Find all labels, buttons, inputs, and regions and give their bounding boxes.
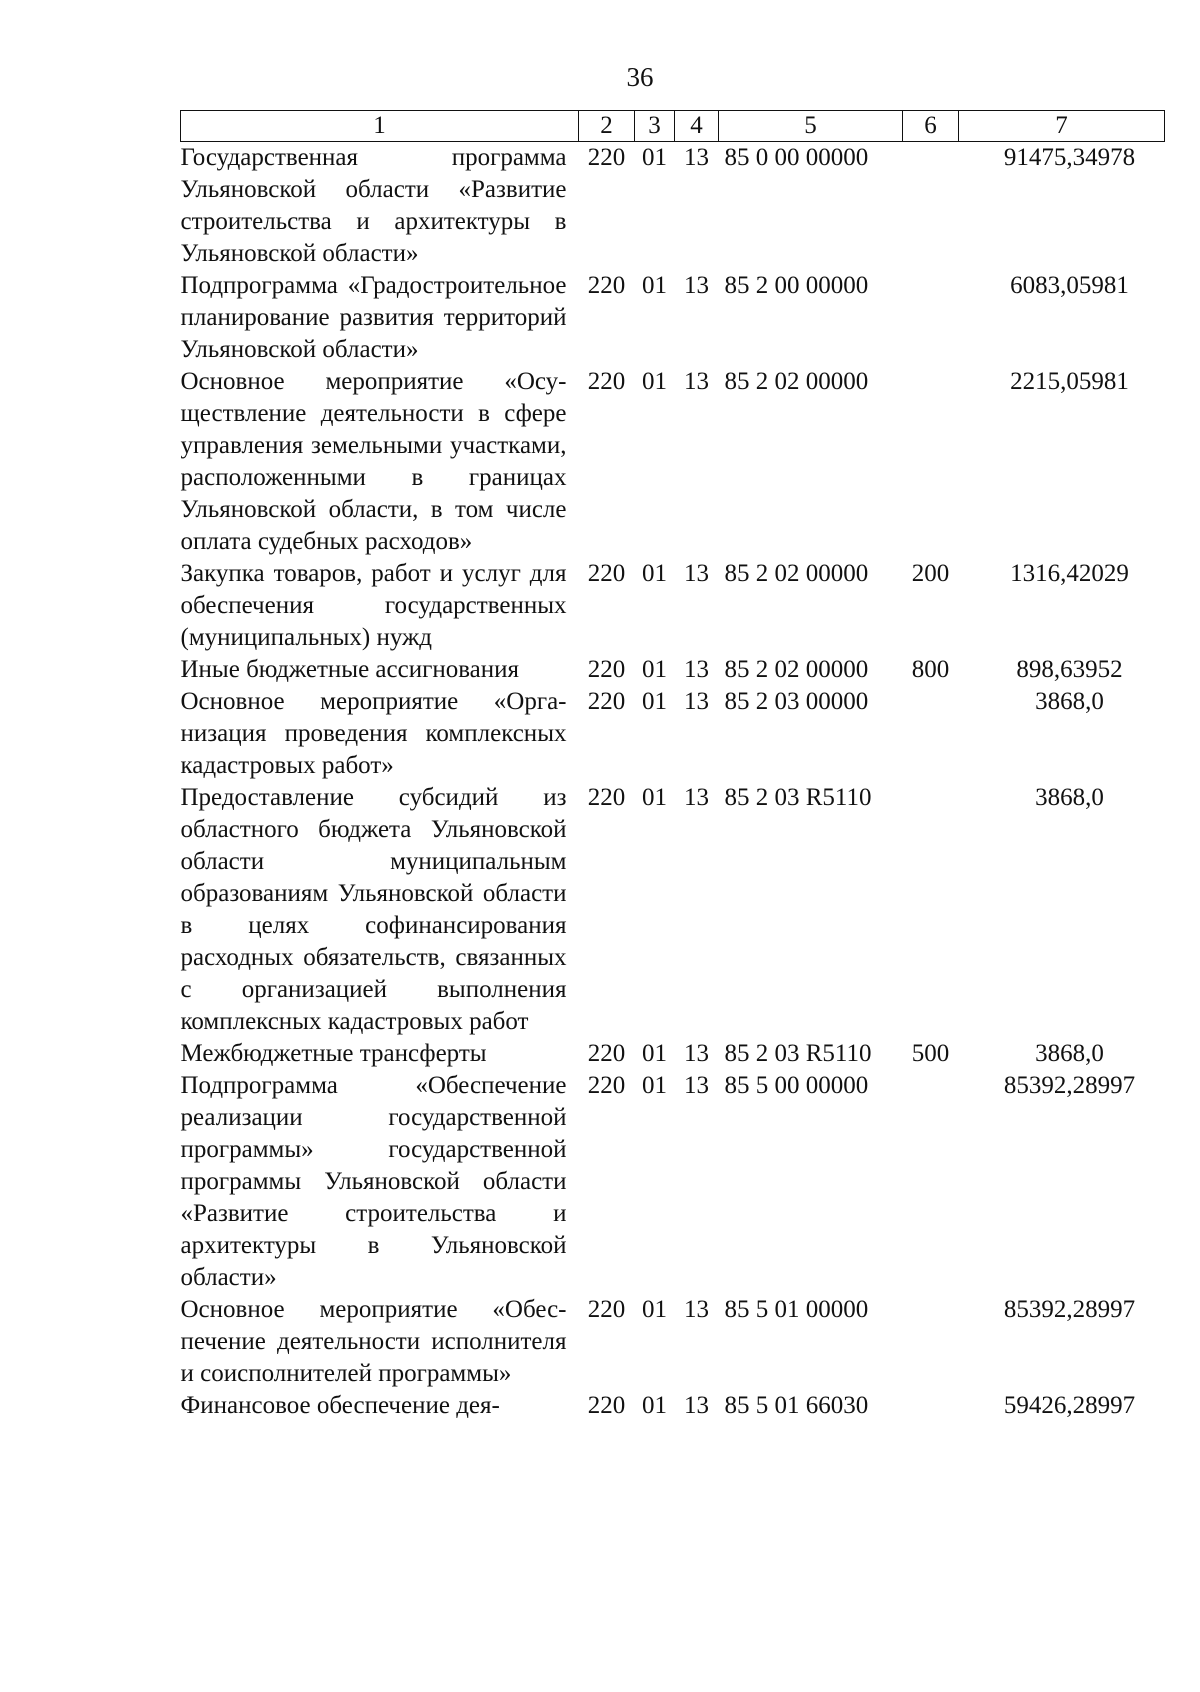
header-col-6: 6	[903, 111, 959, 142]
row-amount: 91475,34978	[1003, 144, 1136, 171]
table-row	[181, 1294, 1165, 1390]
row-pr-code: 13	[684, 144, 709, 171]
table-row	[181, 654, 1165, 686]
row-cs-code: 85 2 03 00000	[724, 688, 869, 715]
row-cs-code: 85 2 03 R5110	[724, 784, 872, 811]
row-vr-code	[903, 366, 959, 558]
row-amount: 85392,28997	[1003, 1072, 1136, 1099]
table-row	[181, 782, 1165, 1038]
row-cs-code: 85 2 02 00000	[724, 368, 869, 395]
table-row	[181, 686, 1165, 782]
row-rz-code: 01	[642, 784, 667, 811]
row-name: Основное мероприятие «Осуществление деятельности в сфере управления земельными участками, расположенными в границах Ульяновской области, в том числе оплата судебных расходов»	[180, 368, 567, 555]
row-gr-code: 220	[587, 368, 626, 395]
row-rz-code: 01	[642, 1296, 667, 1323]
row-name: Межбюджетные трансферты	[180, 1040, 487, 1067]
table-row	[181, 270, 1165, 366]
row-rz-code: 01	[642, 1392, 667, 1419]
row-amount: 2215,05981	[1010, 368, 1129, 395]
row-pr-code: 13	[684, 1296, 709, 1323]
row-amount: 898,63952	[1016, 656, 1123, 683]
table-row	[181, 366, 1165, 558]
row-amount: 1316,42029	[1010, 560, 1129, 587]
row-name: Основное мероприятие «Обеспечение деятельности исполнителя и соисполнителей программы»	[180, 1296, 567, 1387]
row-vr-code: 500	[911, 1040, 950, 1067]
row-vr-code: 200	[911, 560, 950, 587]
row-pr-code: 13	[684, 784, 709, 811]
table-row	[181, 558, 1165, 654]
row-name: Подпрограмма «Градостроительное планирование развития территорий Ульяновской области»	[180, 272, 567, 363]
row-cs-code: 85 5 00 00000	[724, 1072, 869, 1099]
page-number: 36	[626, 62, 654, 92]
header-col-4: 4	[675, 111, 719, 142]
row-cs-code: 85 2 02 00000	[724, 560, 869, 587]
row-amount: 3868,0	[1035, 688, 1104, 715]
row-gr-code: 220	[587, 1040, 626, 1067]
row-amount: 6083,05981	[1010, 272, 1129, 299]
row-rz-code: 01	[642, 1072, 667, 1099]
row-gr-code: 220	[587, 656, 626, 683]
budget-table	[180, 110, 1165, 1422]
row-vr-code	[903, 1390, 959, 1422]
row-gr-code: 220	[587, 560, 626, 587]
row-pr-code: 13	[684, 1072, 709, 1099]
row-name: Иные бюджетные ассигнования	[180, 656, 520, 683]
row-vr-code: 800	[911, 656, 950, 683]
row-cs-code: 85 5 01 00000	[724, 1296, 869, 1323]
header-col-5: 5	[719, 111, 903, 142]
row-name: Предоставление субсидий из областного бюджета Ульяновской области муниципальным образованиям Ульяновской области в целях софинансирования расходных обязательств, связанных с организацией выполнения комплексных кадастровых работ	[180, 784, 567, 1035]
row-gr-code: 220	[587, 784, 626, 811]
row-pr-code: 13	[684, 368, 709, 395]
row-pr-code: 13	[684, 560, 709, 587]
row-pr-code: 13	[684, 272, 709, 299]
row-amount: 85392,28997	[1003, 1296, 1136, 1323]
row-rz-code: 01	[642, 272, 667, 299]
row-pr-code: 13	[684, 688, 709, 715]
row-name: Основное мероприятие «Организация проведения комплексных кадастровых работ»	[180, 688, 567, 779]
row-amount: 59426,28997	[1003, 1392, 1136, 1419]
row-cs-code: 85 2 03 R5110	[724, 1040, 872, 1067]
row-rz-code: 01	[642, 144, 667, 171]
header-col-3: 3	[635, 111, 675, 142]
row-rz-code: 01	[642, 560, 667, 587]
header-col-1: 1	[181, 111, 579, 142]
row-gr-code: 220	[587, 272, 626, 299]
table-header	[181, 111, 1165, 142]
header-col-2: 2	[579, 111, 635, 142]
row-rz-code: 01	[642, 1040, 667, 1067]
row-gr-code: 220	[587, 1072, 626, 1099]
row-vr-code	[903, 270, 959, 366]
row-vr-code	[903, 1294, 959, 1390]
header-col-7: 7	[959, 111, 1165, 142]
table-row	[181, 1070, 1165, 1294]
row-vr-code	[903, 142, 959, 271]
row-cs-code: 85 0 00 00000	[724, 144, 869, 171]
row-gr-code: 220	[587, 144, 626, 171]
row-cs-code: 85 2 00 00000	[724, 272, 869, 299]
row-rz-code: 01	[642, 656, 667, 683]
row-cs-code: 85 2 02 00000	[724, 656, 869, 683]
row-name: Государственная программа Ульяновской области «Развитие строительства и архитектуры в Ульяновской области»	[180, 144, 567, 267]
row-pr-code: 13	[684, 1040, 709, 1067]
row-name: Финансовое обеспечение дея-	[180, 1392, 500, 1419]
table-row	[181, 1390, 1165, 1422]
header-row	[181, 111, 1165, 142]
row-vr-code	[903, 782, 959, 1038]
row-name: Подпрограмма «Обеспечение реализации государственной программы» государственной программы Ульяновской области «Развитие строительства и архитектуры в Ульяновской области»	[180, 1072, 567, 1291]
row-cs-code: 85 5 01 66030	[724, 1392, 869, 1419]
row-amount: 3868,0	[1035, 784, 1104, 811]
table-body	[181, 142, 1165, 1423]
row-rz-code: 01	[642, 688, 667, 715]
row-vr-code	[903, 1070, 959, 1294]
row-amount: 3868,0	[1035, 1040, 1104, 1067]
table-row	[181, 1038, 1165, 1070]
row-vr-code	[903, 686, 959, 782]
row-gr-code: 220	[587, 1296, 626, 1323]
row-gr-code: 220	[587, 688, 626, 715]
row-pr-code: 13	[684, 656, 709, 683]
row-gr-code: 220	[587, 1392, 626, 1419]
row-pr-code: 13	[684, 1392, 709, 1419]
table-row	[181, 142, 1165, 271]
row-rz-code: 01	[642, 368, 667, 395]
row-name: Закупка товаров, работ и услуг для обеспечения государственных (муниципальных) нужд	[180, 560, 567, 651]
